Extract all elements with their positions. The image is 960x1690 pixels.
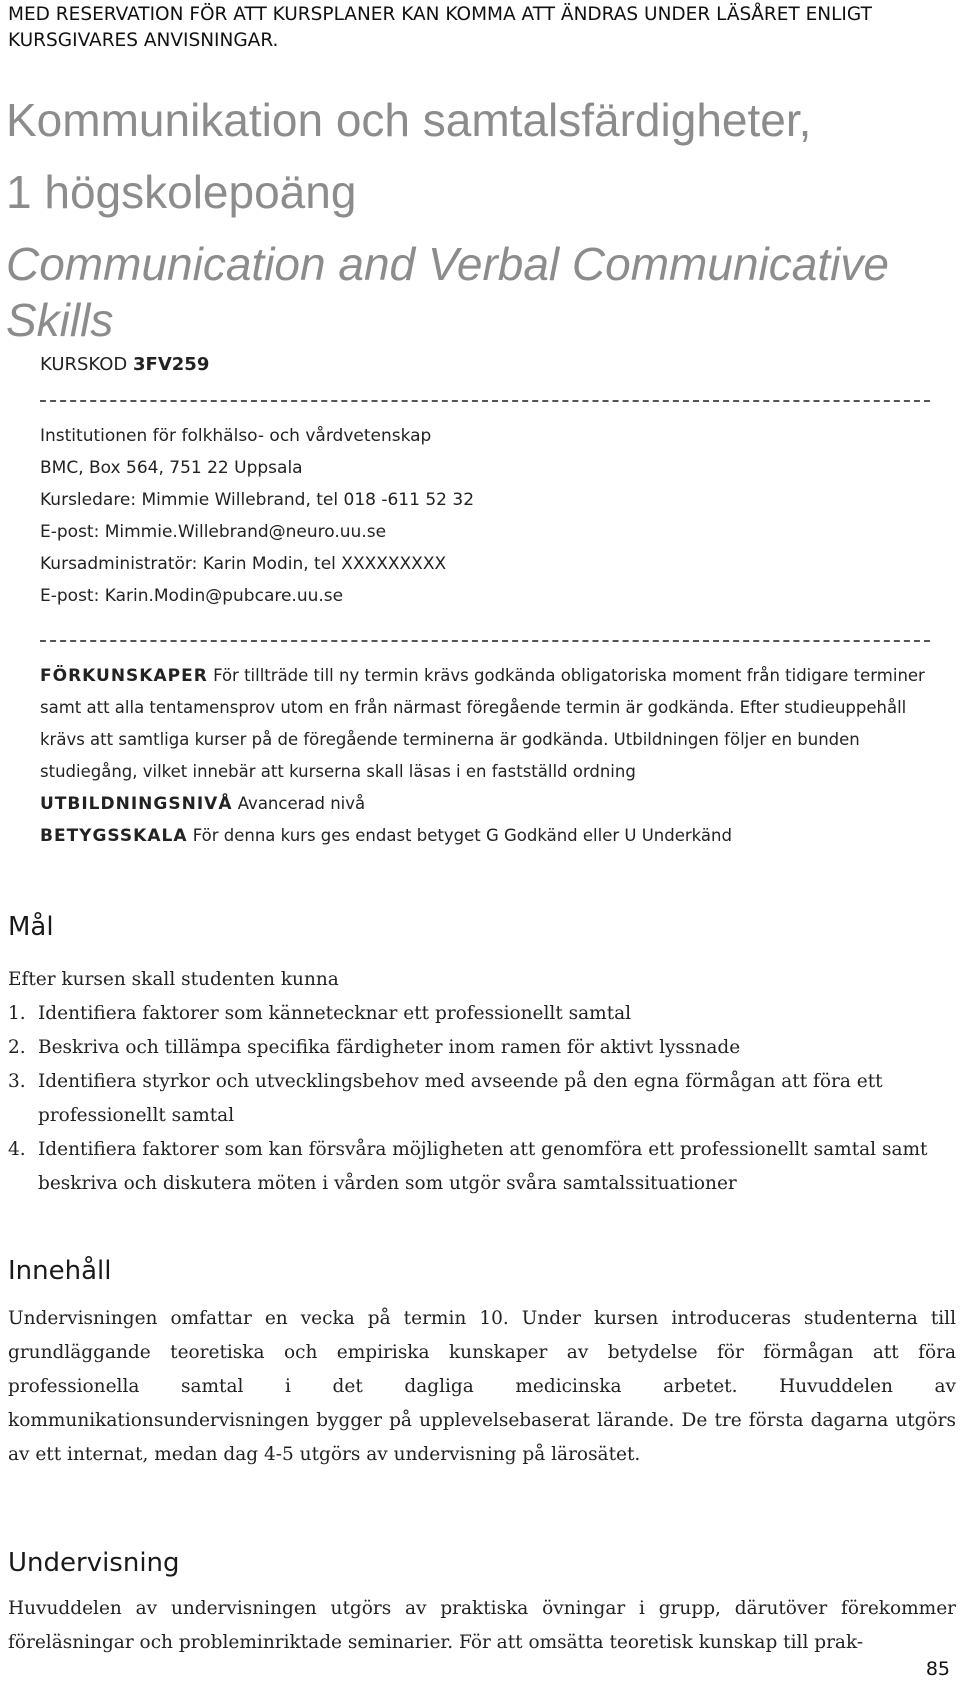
education-level-paragraph xyxy=(40,788,932,820)
grading-scale-paragraph xyxy=(40,820,932,852)
course-credits: 1 högskolepoäng xyxy=(6,166,357,218)
list-item-number: 2. xyxy=(8,1037,26,1058)
list-item-text: Identifiera styrkor och utvecklingsbehov med avseende på den egna förmågan att föra ett professionellt samtal xyxy=(38,1071,883,1126)
course-administrator-email: E-post: Karin.Modin@pubcare.uu.se xyxy=(40,586,344,606)
list-item xyxy=(8,997,956,1031)
contact-info xyxy=(40,420,930,612)
teaching-paragraph: Huvuddelen av undervisningen utgörs av praktiska övningar i grupp, därutöver förekommer föreläsningar och probleminriktade seminarier. För att omsätta teoretisk kunskap till prak- xyxy=(8,1598,956,1653)
grading-scale-text: För denna kurs ges endast betyget G Godkänd eller U Underkänd xyxy=(192,826,732,845)
list-item-number: 3. xyxy=(8,1071,26,1092)
course-title-swedish: Kommunikation och samtalsfärdigheter, xyxy=(6,94,812,146)
course-administrator-line: Kursadministratör: Karin Modin, tel XXXXXXXXX xyxy=(40,554,447,574)
department-line: Institutionen för folkhälso- och vårdvetenskap xyxy=(40,426,432,446)
page-number: 85 xyxy=(925,1658,950,1680)
list-item-text: Identifiera faktorer som kännetecknar ett professionellt samtal xyxy=(38,1003,632,1024)
course-code xyxy=(40,354,209,375)
education-level-text: Avancerad nivå xyxy=(237,794,366,813)
dashed-divider-top xyxy=(40,400,930,402)
goals-list xyxy=(8,997,956,1201)
goals-intro: Efter kursen skall studenten kunna xyxy=(8,969,339,990)
reservation-notice: MED RESERVATION FÖR ATT KURSPLANER KAN KOMMA ATT ÄNDRAS UNDER LÄSÅRET ENLIGT KURSGIVARES ANVISNINGAR. xyxy=(8,4,872,51)
content-paragraph: Undervisningen omfattar en vecka på termin 10. Under kursen introduceras studenterna till grundläggande teoretiska och empiriska kunskaper av betydelse för förmågan att föra professionella samtal i det dagliga medicinska arbetet. Huvuddelen av kommunikationsundervisningen bygger på upplevelsebaserat lärande. De tre första dagarna utgörs av ett internat, medan dag 4-5 utgörs av undervisning på lärosätet. xyxy=(8,1308,956,1465)
content-heading: Innehåll xyxy=(8,1256,112,1286)
list-item-text: Identifiera faktorer som kan försvåra möjligheten att genomföra ett professionellt samtal samt beskriva och diskutera möten i vården som utgör svåra samtalssituationer xyxy=(38,1139,928,1194)
list-item xyxy=(8,1031,956,1065)
list-item xyxy=(8,1065,956,1133)
dashed-divider-bottom xyxy=(40,640,930,642)
list-item-number: 4. xyxy=(8,1139,26,1160)
prerequisites-label: FÖRKUNSKAPER xyxy=(40,666,208,686)
course-code-value: 3FV259 xyxy=(133,354,210,375)
course-code-label: KURSKOD xyxy=(40,354,128,375)
course-leader-email: E-post: Mimmie.Willebrand@neuro.uu.se xyxy=(40,522,387,542)
course-title-english: Communication and Verbal Communicative Skills xyxy=(6,238,889,346)
prerequisites-text: För tillträde till ny termin krävs godkända obligatoriska moment från tidigare terminer samt att alla tentamensprov utom en från närmast föregående termin är godkända. Efter studieuppehåll krävs att samtliga kurser på de föregående terminerna är godkända. Utbildningen följer en bunden studiegång, vilket innebär att kurserna skall läsas i en fastställd ordning xyxy=(40,666,925,781)
list-item-text: Beskriva och tillämpa specifika färdigheter inom ramen för aktivt lyssnade xyxy=(38,1037,741,1058)
course-leader-line: Kursledare: Mimmie Willebrand, tel 018 -611 52 32 xyxy=(40,490,475,510)
education-level-label: UTBILDNINGSNIVÅ xyxy=(40,794,233,814)
list-item-number: 1. xyxy=(8,1003,26,1024)
prerequisites-paragraph xyxy=(40,660,932,788)
teaching-heading: Undervisning xyxy=(8,1548,180,1578)
address-line: BMC, Box 564, 751 22 Uppsala xyxy=(40,458,303,478)
course-requirements xyxy=(40,660,932,852)
goals-heading: Mål xyxy=(8,912,54,942)
grading-scale-label: BETYGSSKALA xyxy=(40,826,188,846)
list-item xyxy=(8,1133,956,1201)
